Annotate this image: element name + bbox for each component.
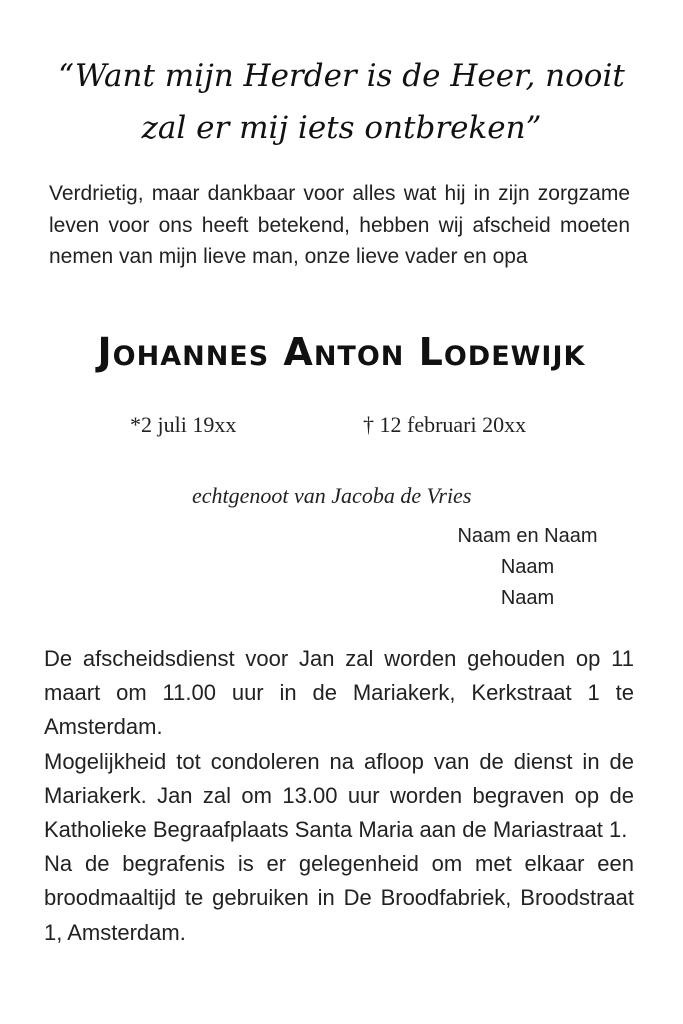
service-paragraph: De afscheidsdienst voor Jan zal worden gehouden op 11 maart om 11.00 uur in de Mariakerk, Kerkstraat 1 te Amsterdam.	[44, 646, 634, 740]
spouse-text: echtgenoot van Jacoba de Vries	[192, 483, 472, 508]
condolence-paragraph: Mogelijkheid tot condoleren na afloop van de dienst in de Mariakerk. Jan zal om 13.00 uur worden begraven op de Katholieke Begraafplaats Santa Maria aan de Mariastraat 1.	[44, 748, 634, 843]
deceased-name: Johannes Anton Lodewijk	[97, 330, 586, 374]
meal-paragraph: Na de begrafenis is er gelegenheid om met elkaar een broodmaaltijd te gebruiken in De Broodfabriek, Broodstraat 1, Amsterdam.	[44, 851, 634, 945]
service-information	[44, 642, 634, 950]
relative-name: Naam	[500, 556, 555, 578]
relative-name: Naam en Naam	[457, 525, 598, 547]
relative-name: Naam	[500, 587, 555, 609]
quote-line-1: “Want mijn Herder is de Heer, nooit	[58, 58, 625, 94]
quote-line-2: zal er mij iets ontbreken”	[141, 110, 542, 146]
death-date: † 12 februari 20xx	[363, 412, 527, 437]
life-dates	[0, 408, 683, 442]
bible-quote	[40, 50, 643, 154]
relatives-list	[440, 521, 615, 614]
birth-date: *2 juli 19xx	[130, 412, 237, 437]
intro-text: Verdrietig, maar dankbaar voor alles wat hij in zijn zorgzame leven voor ons heeft betekend, hebben wij afscheid moeten nemen van mijn lieve man, onze lieve vader en opa	[49, 182, 630, 268]
